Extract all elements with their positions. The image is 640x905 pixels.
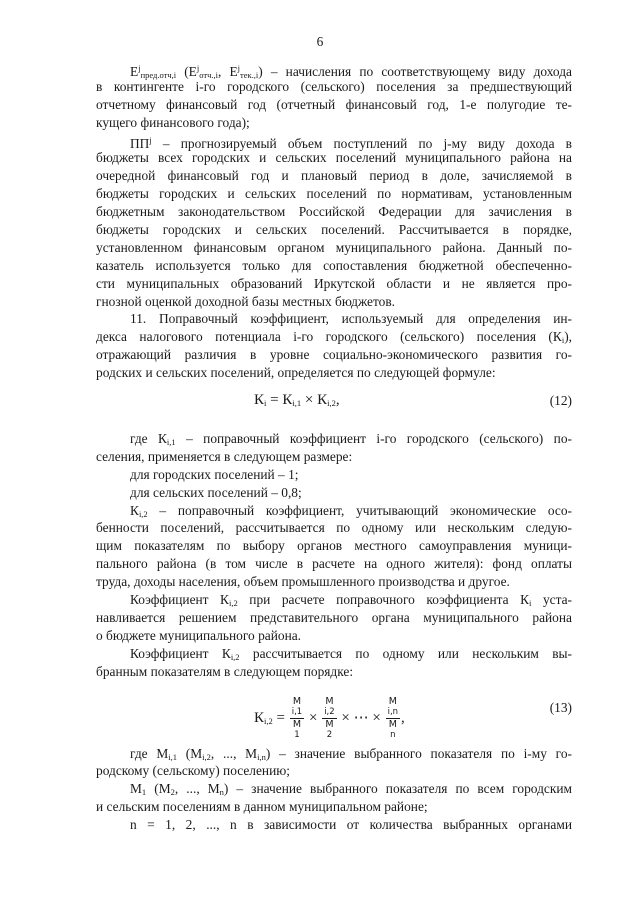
paragraph-line: гнозной оценкой доходной базы местных бюджетов. (96, 293, 396, 309)
paragraph-line: сти муниципальных образований Иркутской области и не является про- (96, 275, 572, 291)
paragraph-line: Коэффициент $К_{i,2}$ при расчете поправочного коэффициента $К_i$ уста- (130, 592, 573, 609)
paragraph-line: казатель используется только для сопоставления бюджетной обеспеченно- (96, 257, 572, 273)
paragraph-line: 11. Поправочный коэффициент, используемый для определения ин- (130, 311, 572, 327)
paragraph-line: бюджеты всех городских и сельских поселений муниципального района на (96, 150, 572, 166)
paragraph-line: в контингенте i-го городского (сельского) поселения за предшествующий (96, 78, 572, 94)
formula-13 (96, 681, 572, 739)
paragraph-line: $E^j_{пред.отч,i}$ ($E^j_{отч.,i}$, $E^j_{тек.,i}$) – начисления по соответствующему виду дохода (130, 63, 572, 80)
formula-expression: $К_i = К_{i,1} \times К_{i,2}$, (254, 392, 340, 409)
document-body (96, 60, 572, 834)
paragraph-line: о бюджете муниципального района. (96, 627, 302, 643)
paragraph-line: декса налогового потенциала i-го городского (сельского) поселения $(К_i)$, (96, 329, 572, 346)
paragraph-line: навливается решением представительного органа муниципального района (96, 609, 572, 625)
formula-number: (13) (549, 699, 572, 715)
paragraph-line: для городских поселений – 1; (130, 466, 299, 482)
paragraph-line: очередной финансовый год и плановый период в доле, зачисляемой в (96, 168, 572, 184)
fraction-n: M i,n M n (387, 695, 399, 740)
formula-number: (12) (549, 393, 572, 409)
paragraph-line: n = 1, 2, ..., n в зависимости от количества выбранных органами (130, 817, 572, 833)
paragraph-line: для сельских поселений – 0,8; (130, 484, 302, 500)
paragraph-line: отражающий различия в уровне социально-экономического развития го- (96, 347, 572, 363)
paragraph-line: бенности поселений, рассчитывается по одному или нескольким следую- (96, 520, 572, 536)
paragraph-line: бюджеты городских и сельских поселений. Рассчитывается в порядке, (96, 222, 572, 238)
formula-12 (96, 382, 572, 424)
paragraph-line: селения, применяется в следующем размере: (96, 448, 353, 464)
paragraph-line: родскому (сельскому) поселению; (96, 763, 290, 779)
paragraph-line: где $M_{i,1}$ ($M_{i,2}$, ..., $M_{i,n}$) – значение выбранного показателя по i-му го- (130, 745, 572, 762)
paragraph-line: где $К_{i,1}$ – поправочный коэффициент i-го городского (сельского) по- (130, 431, 572, 448)
page-number: 6 (316, 34, 324, 49)
paragraph-line: установленном финансовым органом муниципального района. Данный по- (96, 239, 572, 255)
paragraph-line: $К_{i,2}$ – поправочный коэффициент, учитывающий экономические осо- (130, 502, 572, 519)
paragraph-line: Коэффициент $К_{i,2}$ рассчитывается по одному или нескольким вы- (130, 645, 572, 662)
paragraph-line: отчетному финансовый год (отчетный финансовый год, 1-е полугодие те- (96, 96, 572, 112)
paragraph-line: пального района (в том числе в расчете на одного жителя): фонд оплаты (96, 556, 572, 572)
fraction-1: M i,1 M 1 (291, 695, 303, 740)
paragraph-line: бюджетным законодательством Российской Федерации для зачисления в (96, 204, 572, 220)
paragraph-line: кущего финансового года); (96, 114, 250, 130)
paragraph-line: $ПП^j$ – прогнозируемый объем поступлений по j-му виду дохода в (130, 134, 572, 151)
fraction-2: M i,2 M 2 (324, 695, 335, 740)
paragraph-line: труда, доходы населения, объем промышленного производства и другое. (96, 574, 510, 590)
paragraph-line: щим показателям по выбору органов местного самоуправления муници- (96, 538, 572, 554)
paragraph-line: родских и сельских поселений, определяется по следующей формуле: (96, 365, 496, 381)
paragraph-line: $M_1$ ($M_2$, ..., $M_n$) – значение выбранного показателя по всем городским (130, 781, 572, 798)
paragraph-line: и сельским поселениям в данном муниципальном районе; (96, 799, 428, 815)
paragraph-line: бранным показателям в следующем порядке: (96, 663, 354, 679)
formula-expression: $К_{i,2}$ = M i,1 M 1 × M i,2 M 2 × ⋯ × M i,n M n , (254, 695, 405, 740)
paragraph-line: бюджеты городских и сельских поселений по нормативам, установленным (96, 186, 572, 202)
